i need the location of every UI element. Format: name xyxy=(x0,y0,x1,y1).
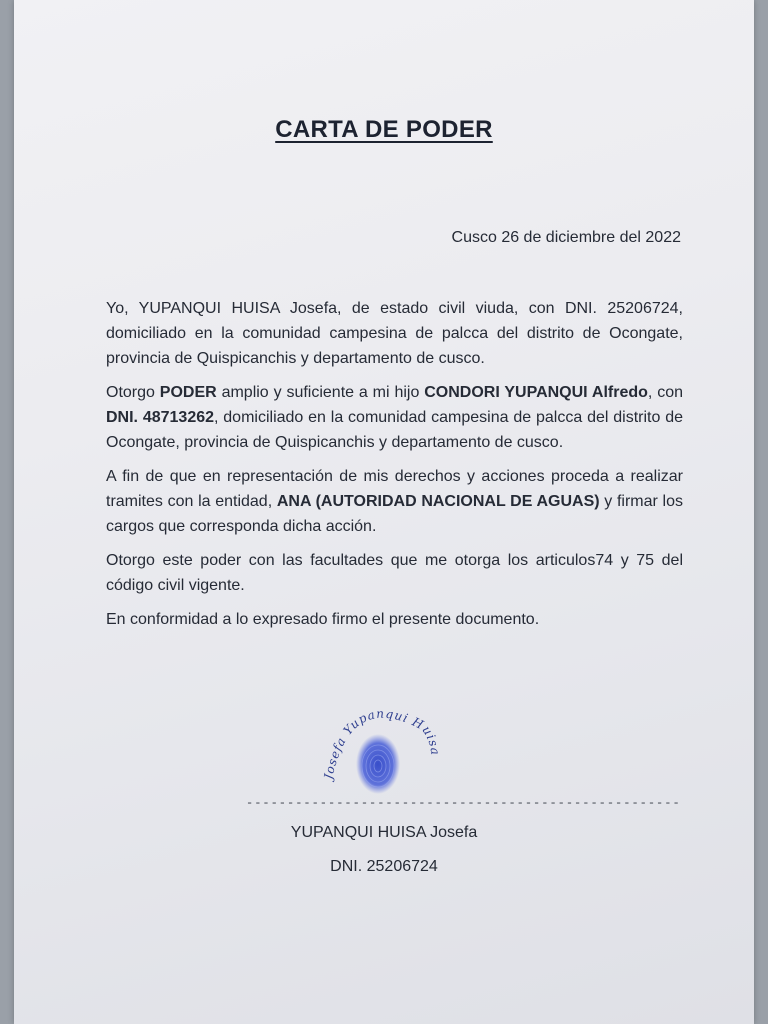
document-page xyxy=(14,0,754,1024)
signer-dni: DNI. 25206724 xyxy=(330,858,438,875)
paragraph-closing: En conformidad a lo expresado firmo el presente documento. xyxy=(106,611,540,628)
signature-line: ----------------------------------------------------- xyxy=(246,796,681,810)
svg-text:Josefa Yupanqui Huisa: Josefa Yupanqui Huisa xyxy=(321,706,443,781)
handwritten-signature xyxy=(310,700,450,800)
signer-name: YUPANQUI HUISA Josefa xyxy=(290,824,478,841)
paragraph-purpose: A fin de que en representación de mis derechos y acciones proceda a realizar tramites con la entidad, ANA (AUTORIDAD NACIONAL DE AGUAS) y firmar los cargos que corresponda dicha acción. xyxy=(106,468,683,535)
paragraph-power-grant: Otorgo PODER amplio y suficiente a mi hijo CONDORI YUPANQUI Alfredo, con DNI. 48713262, domiciliado en la comunidad campesina de palcca del distrito de Ocongate, provincia de Quispicanchis y departamento de cusco. xyxy=(106,384,684,451)
document-date: Cusco 26 de diciembre del 2022 xyxy=(451,229,681,246)
document-title: CARTA DE PODER xyxy=(275,116,493,143)
paragraph-identity: Yo, YUPANQUI HUISA Josefa, de estado civil viuda, con DNI. 25206724, domiciliado en la comunidad campesina de palcca del distrito de Ocongate, provincia de Quispicanchis y departamento de cusco. xyxy=(106,300,683,367)
paragraph-legal-basis: Otorgo este poder con las facultades que me otorga los articulos74 y 75 del código civil vigente. xyxy=(106,552,683,594)
document-body xyxy=(106,296,683,641)
